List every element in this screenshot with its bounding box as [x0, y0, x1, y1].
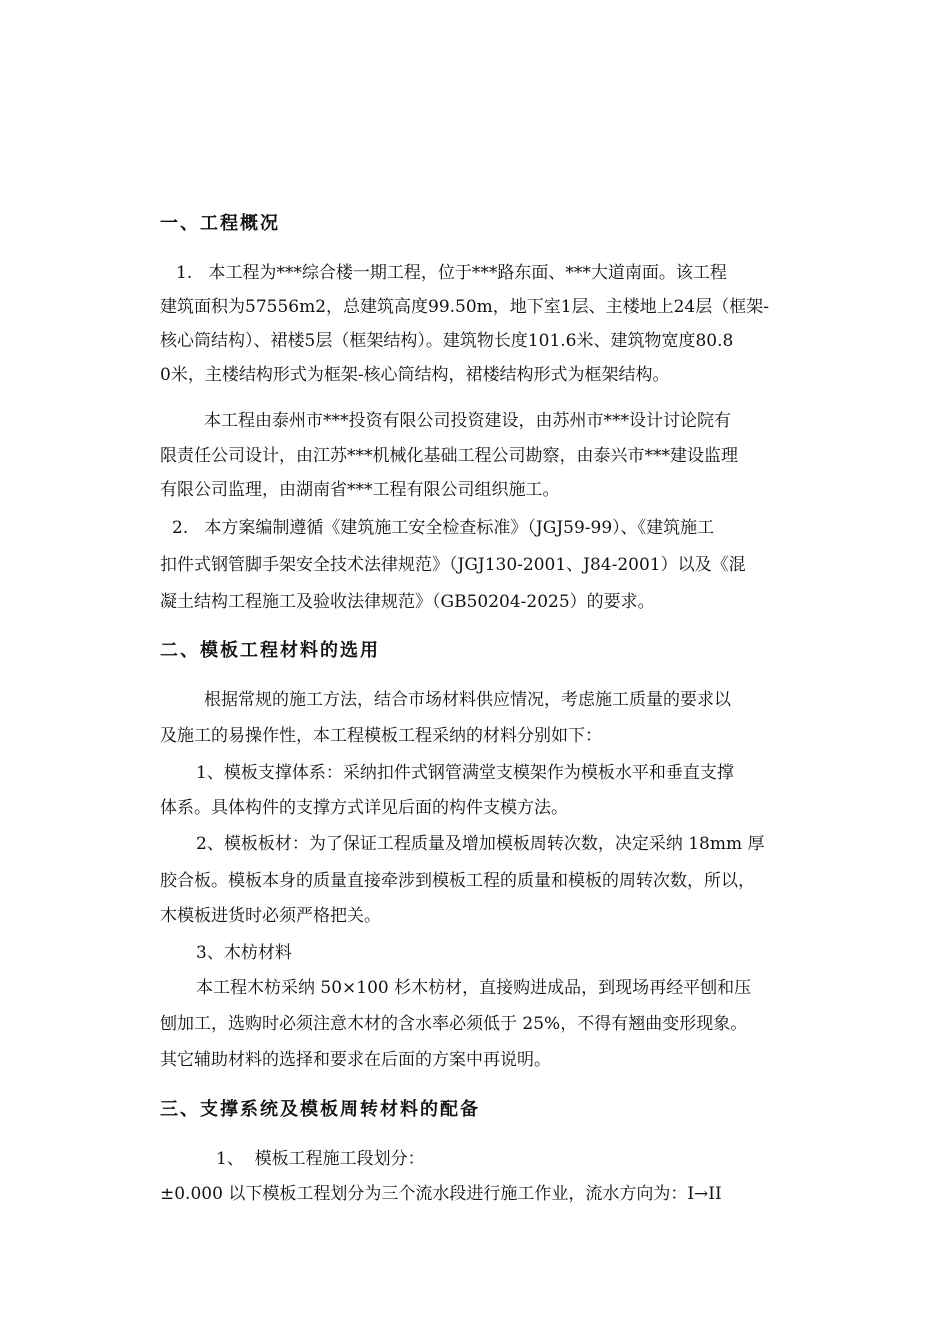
paragraph-line: 及施工的易操作性，本工程模板工程采纳的材料分别如下： [160, 726, 602, 746]
section-heading-materials: 二、模板工程材料的选用 [160, 640, 380, 661]
paragraph-line: 2. 本方案编制遵循《建筑施工安全检查标准》（JGJ59-99）、《建筑施工 [172, 518, 715, 538]
paragraph-line: 建筑面积为57556m2，总建筑高度99.50m，地下室1层、主楼地上24层（框架- [160, 297, 769, 317]
paragraph-line: 刨加工，选购时必须注意木材的含水率必须低于 25%，不得有翘曲变形现象。 [160, 1014, 748, 1034]
paragraph-line: 本工程由泰州市***投资有限公司投资建设，由苏州市***设计讨论院有 [204, 411, 731, 431]
paragraph-line: 凝土结构工程施工及验收法律规范》（GB50204-2025）的要求。 [160, 592, 655, 612]
paragraph-line: 1、 模板工程施工段划分： [216, 1149, 425, 1169]
paragraph-line: 体系。具体构件的支撑方式详见后面的构件支模方法。 [160, 798, 568, 818]
paragraph-line: 扣件式钢管脚手架安全技术法律规范》（JGJ130-2001、J84-2001）以及《混 [160, 555, 746, 575]
paragraph-line: 其它辅助材料的选择和要求在后面的方案中再说明。 [160, 1050, 551, 1070]
paragraph-line: 核心筒结构）、裙楼5层（框架结构）。建筑物长度101.6米、建筑物宽度80.8 [160, 331, 734, 351]
paragraph-line: 0米，主楼结构形式为框架-核心筒结构，裙楼结构形式为框架结构。 [160, 365, 670, 385]
paragraph-line: 2、模板板材：为了保证工程质量及增加模板周转次数，决定采纳 18mm 厚 [196, 834, 765, 854]
paragraph-line: 本工程木枋采纳 50×100 杉木枋材，直接购进成品，到现场再经平刨和压 [196, 978, 752, 998]
paragraph-line: 胶合板。模板本身的质量直接牵涉到模板工程的质量和模板的周转次数，所以， [160, 871, 755, 891]
paragraph-line: 有限公司监理，由湖南省***工程有限公司组织施工。 [160, 480, 560, 500]
paragraph-line: 根据常规的施工方法，结合市场材料供应情况，考虑施工质量的要求以 [204, 690, 731, 710]
paragraph-line: ±0.000 以下模板工程划分为三个流水段进行施工作业，流水方向为：I→II [160, 1184, 722, 1204]
paragraph-line: 限责任公司设计，由江苏***机械化基础工程公司勘察，由泰兴市***建设监理 [160, 446, 738, 466]
section-heading-overview: 一、工程概况 [160, 213, 280, 234]
paragraph-line: 木模板进货时必须严格把关。 [160, 906, 381, 926]
paragraph-line: 1. 本工程为***综合楼一期工程，位于***路东面、***大道南面。该工程 [176, 263, 727, 283]
paragraph-line: 3、木枋材料 [196, 943, 292, 963]
section-heading-support-system: 三、支撑系统及模板周转材料的配备 [160, 1099, 480, 1120]
paragraph-line: 1、模板支撑体系：采纳扣件式钢管满堂支模架作为模板水平和垂直支撑 [196, 763, 734, 783]
